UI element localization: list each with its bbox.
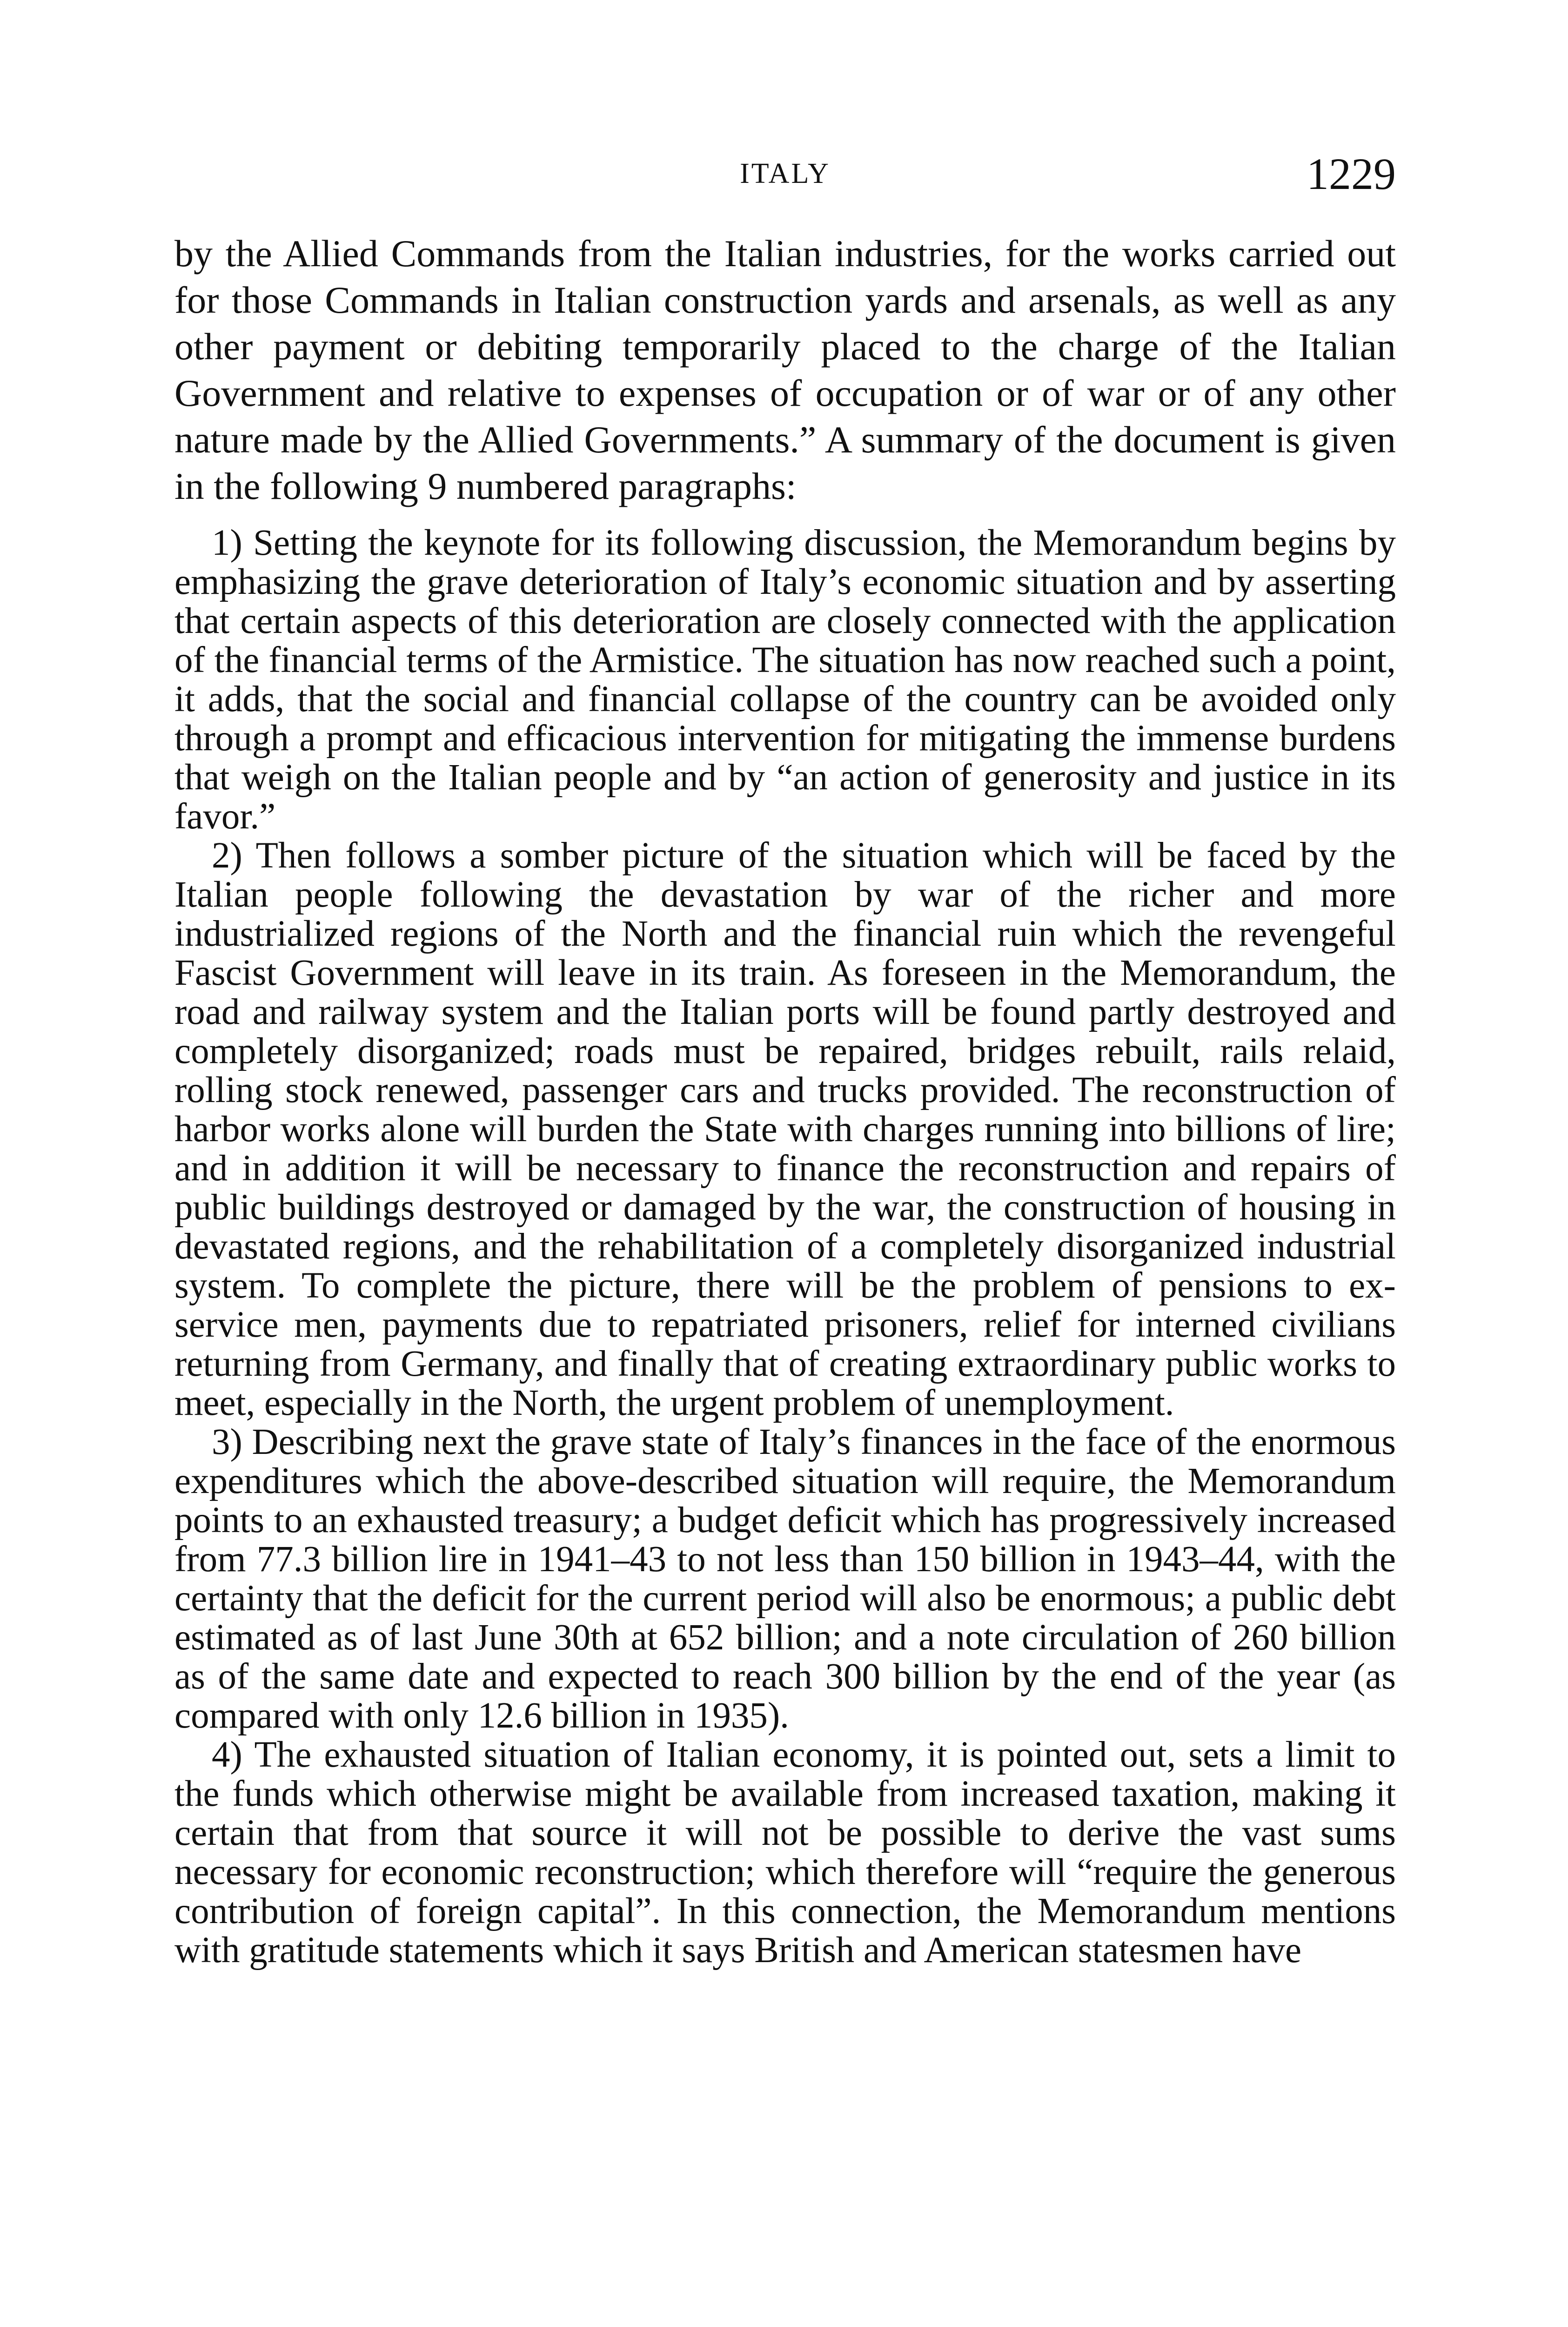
lead-paragraph: by the Allied Commands from the Italian industries, for the works carried out for those Commands in Italian construction yards and arsenals, as well as any other payment or debiting temporarily placed to the charge of the Italian Government and relative to expenses of occupation or of war or of any other nature made by the Allied Governments.” A summary of the document is given in the following 9 numbered paragraphs: [174,232,1396,507]
numbered-paragraph-1: 1) Setting the keynote for its following discussion, the Memorandum begins by emphasizing the grave deterioration of Italy’s economic situation and by asserting that certain aspects of this deterioration are closely connected with the application of the financial terms of the Armistice. The situation has now reached such a point, it adds, that the social and financial collapse of the country can be avoided only through a prompt and efficacious intervention for mitigating the immense burdens that weigh on the Italian people and by “an action of generosity and justice in its favor.” [174,523,1396,837]
page-number: 1229 [1307,149,1396,199]
body-text [174,230,1396,1970]
running-title: ITALY [740,158,831,189]
running-header [174,148,1396,204]
numbered-paragraph-2: 2) Then follows a somber picture of the situation which will be faced by the Italian people following the devastation by war of the richer and more industrialized regions of the North and the financial ruin which the revengeful Fascist Government will leave in its train. As foreseen in the Memorandum, the road and railway system and the Italian ports will be found partly destroyed and completely disorganized; roads must be repaired, bridges rebuilt, rails relaid, rolling stock renewed, passenger cars and trucks provided. The reconstruction of harbor works alone will burden the State with charges running into billions of lire; and in addition it will be necessary to finance the reconstruction and repairs of public buildings destroyed or damaged by the war, the construction of housing in devastated regions, and the rehabilitation of a completely disorganized industrial system. To complete the picture, there will be the problem of pensions to ex-service men, payments due to repatriated prisoners, relief for interned civilians returning from Germany, and finally that of creating extraordinary public works to meet, especially in the North, the urgent problem of unemployment. [174,835,1396,1423]
numbered-paragraph-4: 4) The exhausted situation of Italian economy, it is pointed out, sets a limit to the funds which otherwise might be available from increased taxation, making it certain that from that source it will not be possible to derive the vast sums necessary for economic reconstruction; which therefore will “require the generous contribution of foreign capital”. In this connection, the Memorandum mentions with gratitude statements which it says British and American statesmen have [174,1735,1396,1971]
numbered-paragraph-3: 3) Describing next the grave state of Italy’s finances in the face of the enormous expenditures which the above-described situation will require, the Memorandum points to an exhausted treasury; a budget deficit which has progressively increased from 77.3 billion lire in 1941–43 to not less than 150 billion in 1943–44, with the certainty that the deficit for the current period will also be enormous; a public debt estimated as of last June 30th at 652 billion; and a note circulation of 260 billion as of the same date and expected to reach 300 billion by the end of the year (as compared with only 12.6 billion in 1935). [174,1422,1396,1736]
